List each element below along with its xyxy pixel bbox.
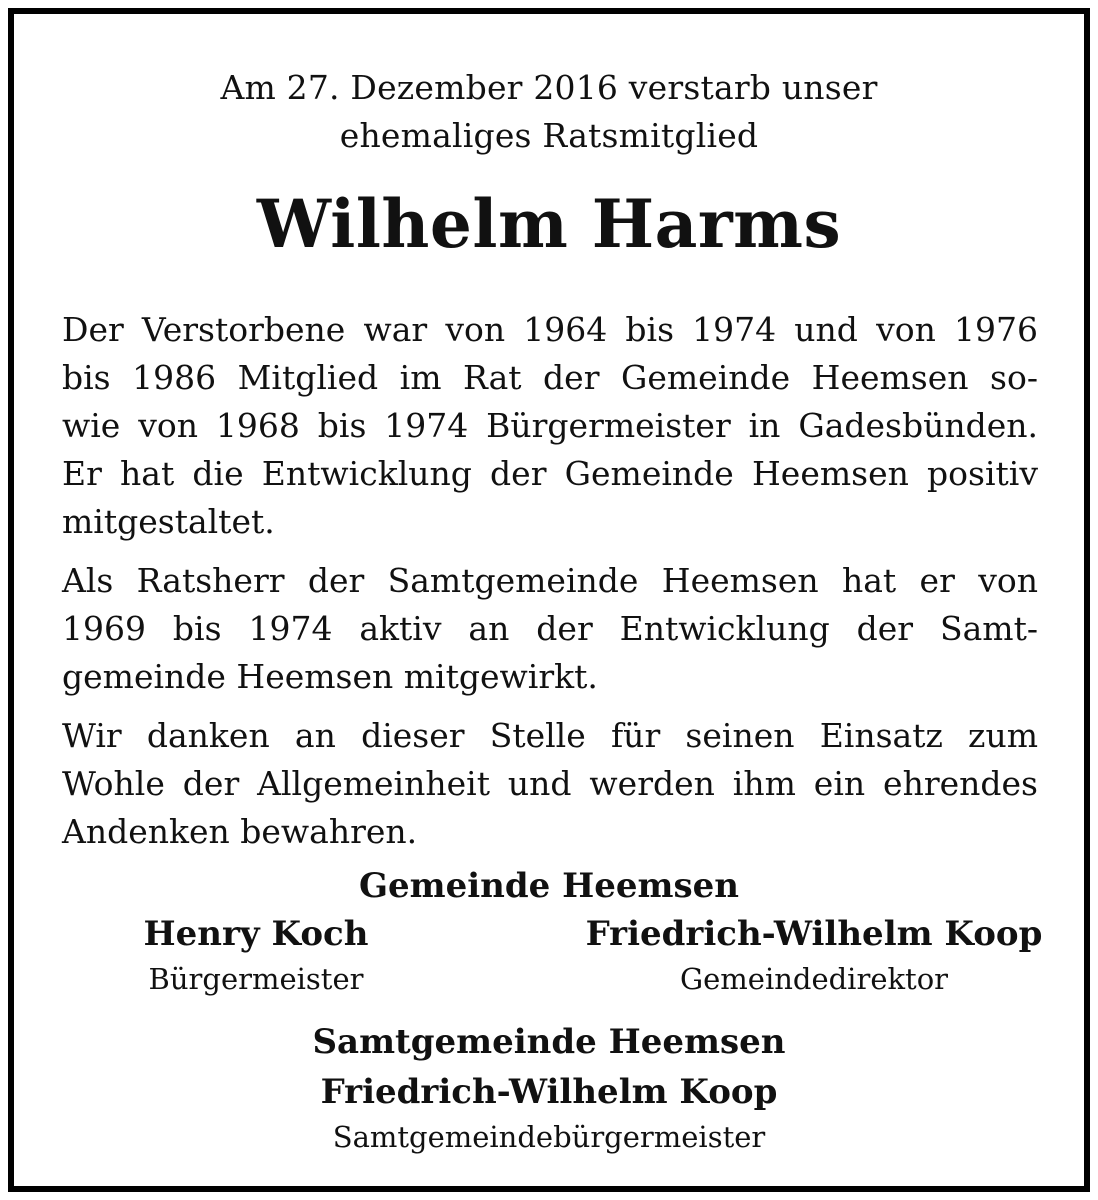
signatory-name: Henry Koch (143, 914, 369, 954)
signatory-role: Gemeindedirektor (679, 962, 949, 996)
paragraph-line: Als Ratsherr der Samtgemeinde Heemsen hat er von (62, 561, 1038, 600)
paragraph-line: Der Verstorbene war von 1964 bis 1974 und von 1976 (62, 310, 1038, 349)
gemeinde-title: Gemeinde Heemsen (358, 866, 739, 906)
paragraph-line: Er hat die Entwicklung der Gemeinde Heemsen positiv (62, 454, 1038, 493)
signatory-name: Friedrich-Wilhelm Koop (320, 1072, 778, 1112)
paragraph-line: gemeinde Heemsen mitgewirkt. (62, 657, 598, 696)
paragraph-1 (62, 306, 1038, 546)
paragraph-line: Wohle der Allgemeinheit und werden ihm ein ehrendes (62, 764, 1038, 803)
paragraph-2 (62, 557, 1038, 701)
paragraph-line: wie von 1968 bis 1974 Bürgermeister in Gadesbünden. (62, 406, 1038, 445)
signatory-name: Friedrich-Wilhelm Koop (585, 914, 1043, 954)
signatory-role: Samtgemeindebürgermeister (332, 1120, 766, 1154)
signatory-role: Bürgermeister (148, 962, 364, 996)
signatory-samtgemeinde (14, 1070, 1084, 1158)
paragraph-line: Wir danken an dieser Stelle für seinen Einsatz zum (62, 716, 1038, 755)
paragraph-3 (62, 712, 1038, 856)
obituary-body (62, 306, 1038, 867)
intro-line-2: ehemaliges Ratsmitglied (339, 116, 759, 155)
paragraph-line: Andenken bewahren. (62, 812, 418, 851)
samtgemeinde-title: Samtgemeinde Heemsen (312, 1022, 786, 1062)
obituary-frame (8, 8, 1090, 1192)
paragraph-line: mitgestaltet. (62, 502, 275, 541)
deceased-name: Wilhelm Harms (256, 185, 842, 263)
signatory-left (106, 912, 406, 1000)
signatory-right (574, 912, 1054, 1000)
intro-line-1: Am 27. Dezember 2016 verstarb unser (220, 68, 878, 107)
intro-text (14, 64, 1084, 160)
paragraph-line: bis 1986 Mitglied im Rat der Gemeinde Heemsen so- (62, 358, 1038, 397)
paragraph-line: 1969 bis 1974 aktiv an der Entwicklung der Samt- (62, 609, 1038, 648)
